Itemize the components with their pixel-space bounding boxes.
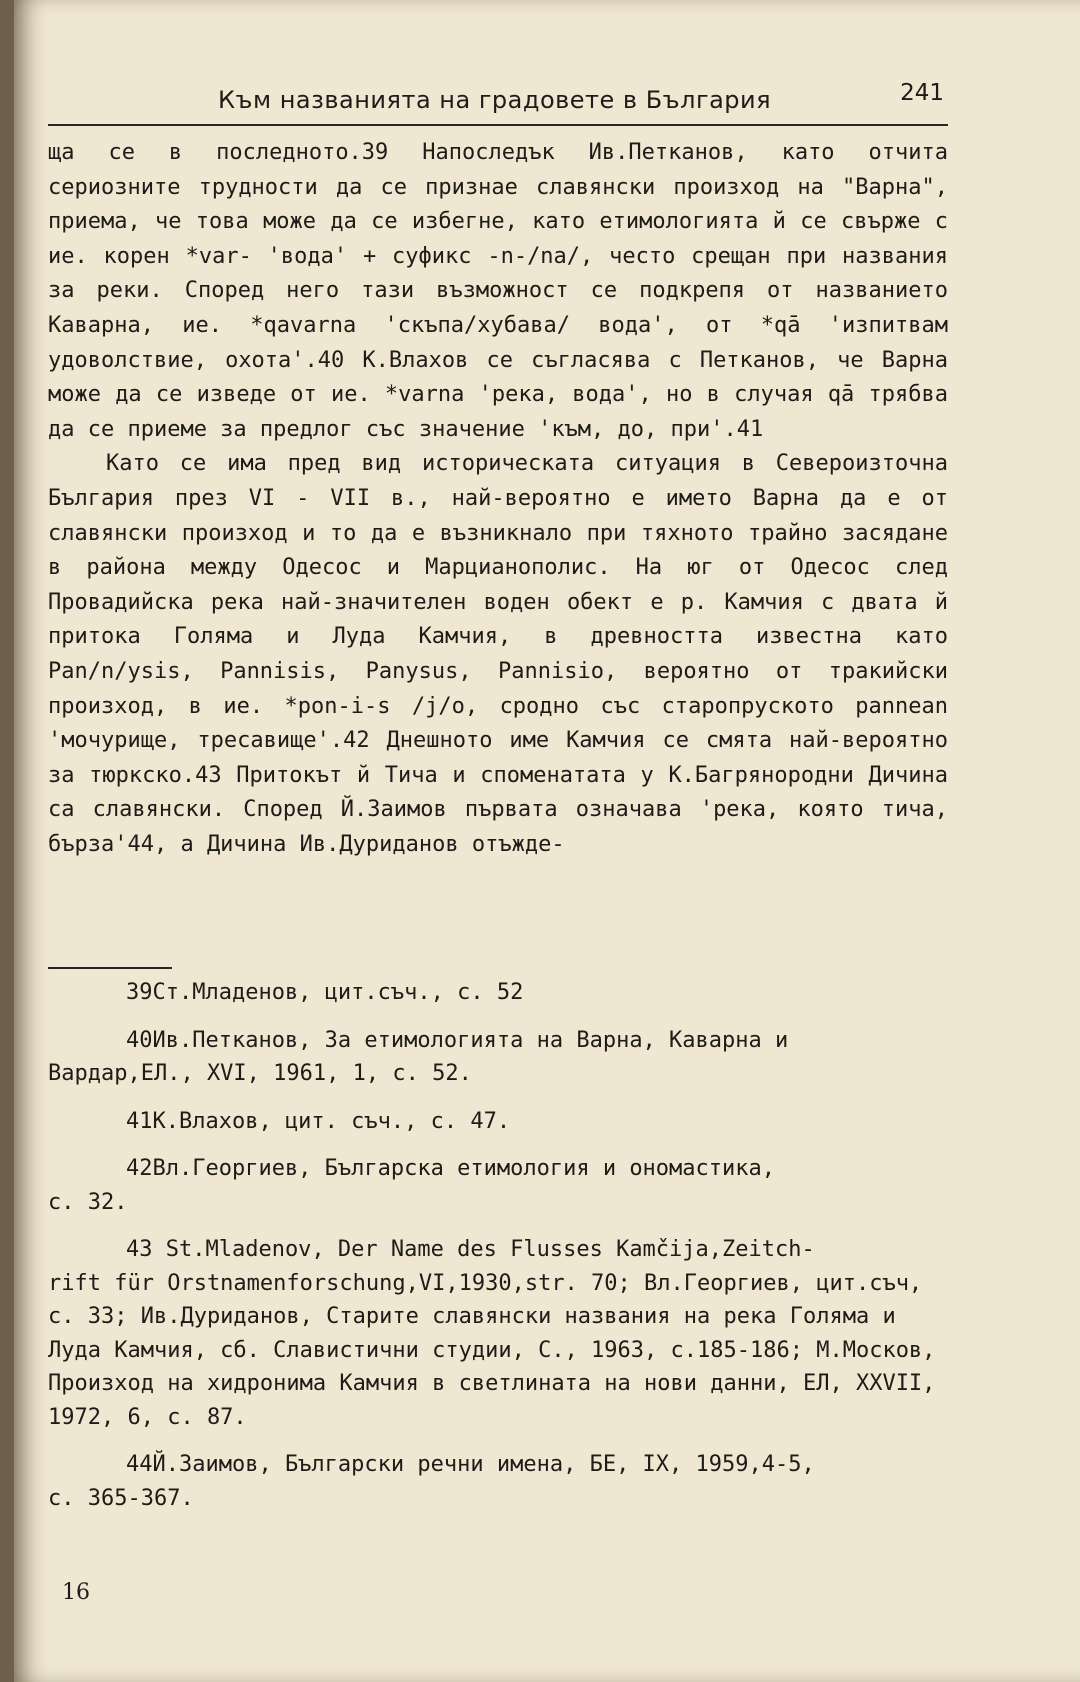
footnote-text: 42Вл.Георгиев, Българска етимология и ономастика, (126, 1156, 776, 1181)
footnote-continuation: rift für Orstnamenforschung,VI,1930,str. 70; Вл.Георгиев, цит.съч, с. 33; Ив.Дуриданов, Старите славянски названия на река Голяма и Луда Камчия, сб. Славистични студии, С., 1963, с.185-186; М.Москов, Произход на хидронима Камчия в светлината на нови данни, ЕЛ, XXVII, 1972, 6, с. 87. (48, 1270, 936, 1430)
footnote-43 (48, 1233, 952, 1434)
book-page (14, 0, 1080, 1682)
footnote-text: 40Ив.Петканов, За етимологията на Варна, Каварна и (126, 1027, 789, 1053)
footnote-continuation: Вардар,ЕЛ., XVI, 1961, 1, с. 52. (48, 1061, 472, 1086)
page-number: 241 (900, 80, 944, 106)
paragraph: Като се има пред вид историческата ситуация в Североизточна България през VI - VII в., най-вероятно е името Варна да е от славянски произход и то да е възникнало при тяхното трайно засядане в района между Одесос и Марцианополис. На юг от Одесос след Провадийска река най-значителен воден обект е р. Камчия с двата й притока Голяма и Луда Камчия, в древността известна като Pan/n/ysis, Pannisis, Panysus, Pannisio, вероятно от тракийски произход, в ие. *pon-i-s /j/o, сродно със старопруското pannean 'мочурище, тресавище'.42 Днешното име Камчия се смята най-вероятно за тюркско.43 Притокът й Тича и споменатата у К.Багрянородни Дичина са славянски. Според Й.Заимов първата означава 'река, която тича, бърза'44, а Дичина Ив.Дуриданов отъжде- (48, 451, 948, 857)
footnote-text: 39Ст.Младенов, цит.съч., с. 52 (126, 980, 524, 1005)
running-title: Към названията на градовете в България (218, 86, 772, 114)
folio-number: 16 (62, 1580, 90, 1605)
footnote-44 (48, 1448, 952, 1515)
footnote-text: 41К.Влахов, цит. съч., с. 47. (126, 1108, 511, 1134)
footnote-39 (48, 976, 952, 1010)
footnote-continuation: с. 365-367. (48, 1485, 194, 1511)
footnote-42 (48, 1152, 952, 1219)
paragraph: ща се в последното.39 Напоследък Ив.Петканов, като отчита сериозните трудности да се признае славянски произход на "Варна", приема, че това може да се избегне, като етимологията й се свърже с ие. корен *var- 'вода' + суфикс -n-/na/, често срещан при названия за реки. Според него тази възможност се подкрепя от названието Каварна, ие. *qavarna 'скъпа/хубава/ вода', от *qā 'изпитвам удоволствие, охота'.40 К.Влахов се съгласява с Петканов, че Варна може да се изведе от ие. *varna 'река, вода', но в случая qā трябва да се приеме за предлог със значение 'към, до, при'.41 (48, 140, 948, 442)
footnotes (48, 976, 952, 1529)
footnote-41 (48, 1105, 952, 1139)
footnote-text: 43 St.Mladenov, Der Name des Flusses Kamčija,Zeitch- (126, 1237, 815, 1262)
footnote-continuation: с. 32. (48, 1189, 128, 1215)
footnote-rule (48, 967, 172, 969)
main-text (48, 136, 948, 862)
footnote-40 (48, 1024, 952, 1091)
footnote-text: 44Й.Заимов, Български речни имена, БЕ, IX, 1959,4-5, (126, 1452, 815, 1477)
running-header (48, 72, 948, 126)
